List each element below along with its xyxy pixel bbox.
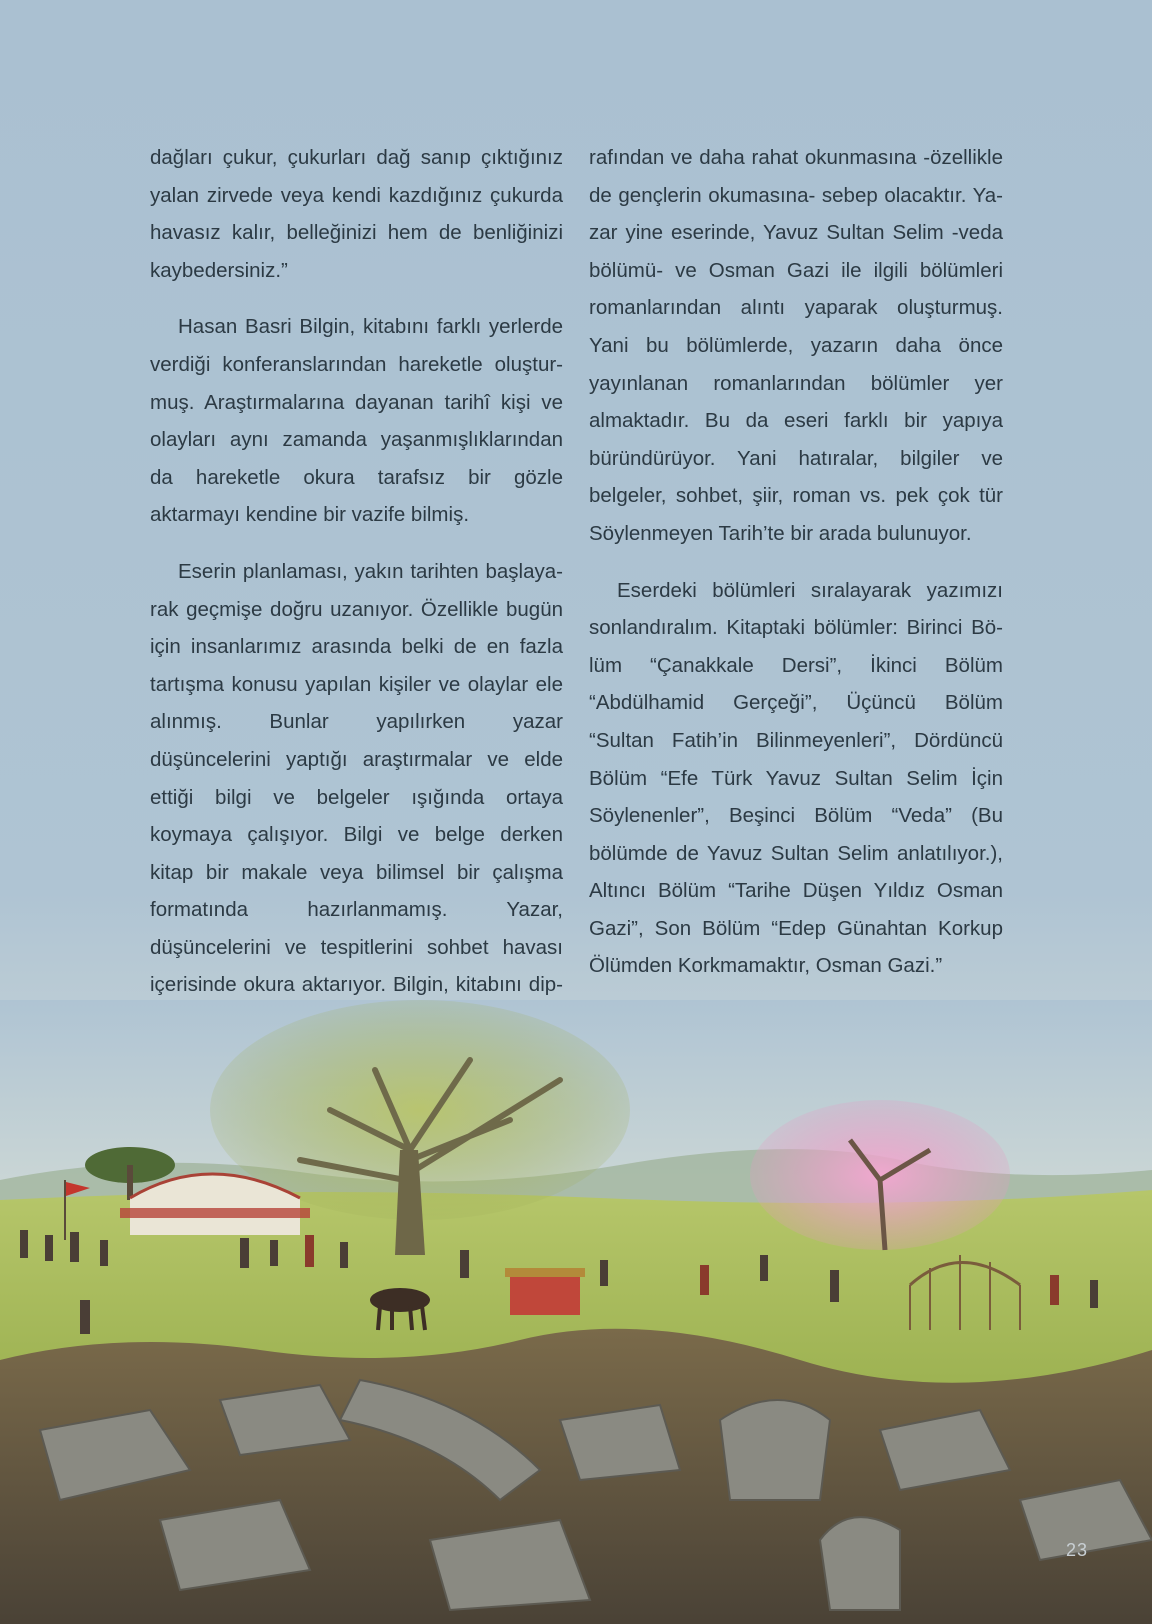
paragraph-left-3: Eserin planlaması, yakın tarihten başlayarak geçmişe doğru uzanıyor. Özellikle bugün için insanlarımız arasında belki de en fazla tartışma konusu yapılan kişiler ve olaylar ele alınmış. Bunlar yapılırken yazar düşüncelerini yaptığı araştırmalar ve elde ettiği bilgi ve belgeler ışığında ortaya koymaya çalışıyor. Bilgi ve belge derken kitap bir makale veya bilimsel bir çalışma formatında hazırlanmamış. Yazar, düşüncelerini ve tespitlerini sohbet havası içerisinde okura aktarıyor. Bilgin, kitabını dip xyxy=(150,559,563,997)
paragraph-right-1: rafından ve daha rahat okunmasına -özellikle de gençlerin okumasına- sebep olacaktır. Yazar yine eserinde, Yavuz Sultan Selim -veda bölümü- ve Osman Gazi ile ilgili bölümleri romanlarından alıntı yaparak oluşturmuş. Yani bu bölümlerde, yazarın daha önce yayınlanan romanlarından bölümler yer almaktadır. Bu da eseri farklı bir yapıya büründürüyor. Yani hatıralar, bilgiler ve belgeler, sohbet, şiir, roman vs. pek çok tür Söylenmeyen Tarih’te bir arada bulunuyor. xyxy=(589,146,1003,545)
page-number: 23 xyxy=(1066,1540,1089,1560)
blossom-tree xyxy=(750,1100,1010,1250)
article-column-right xyxy=(589,139,1003,1004)
paragraph-right-2: Eserdeki bölümleri sıralayarak yazımızı sonlandıralım. Kitaptaki bölümler: Birinci Bölüm “Çanakkale Dersi”, İkinci Bölüm “Abdülhamid Gerçeği”, Üçüncü Bölüm “Sultan Fatih’in Bilinmeyenleri”, Dördüncü Bölüm “Efe Türk Yavuz Sultan Selim İçin Söylenenler”, Beşinci Bölüm “Veda” (Bu bölümde de Yavuz Sultan Selim anlatılıyor.), Altıncı Bölüm “Tarihe Düşen Yıldız Osman Gazi”, Son Bölüm “Edep Günahtan Korkup Ölümden Korkmamaktır, Osman Gazi.” xyxy=(589,578,1003,978)
palanquin xyxy=(505,1268,585,1315)
paragraph-left-1: dağları çukur, çukurları dağ sanıp çıktığınız yalan zirvede veya kendi kazdığınız çukurda havasız kalır, belleğinizi hem de benliğinizi kaybedersiniz.” xyxy=(150,146,563,282)
paragraph-left-2: Hasan Basri Bilgin, kitabını farklı yerlerde verdiği konferanslarından hareketle oluşturmuş. Araştırmalarına dayanan tarihî kişi ve olayları aynı zamanda yaşanmışlıklarından da hareketle okura tarafsız bir gözle aktarmayı kendine bir vazife bilmiş. xyxy=(150,315,563,527)
historical-scene-illustration xyxy=(0,1000,1152,1624)
